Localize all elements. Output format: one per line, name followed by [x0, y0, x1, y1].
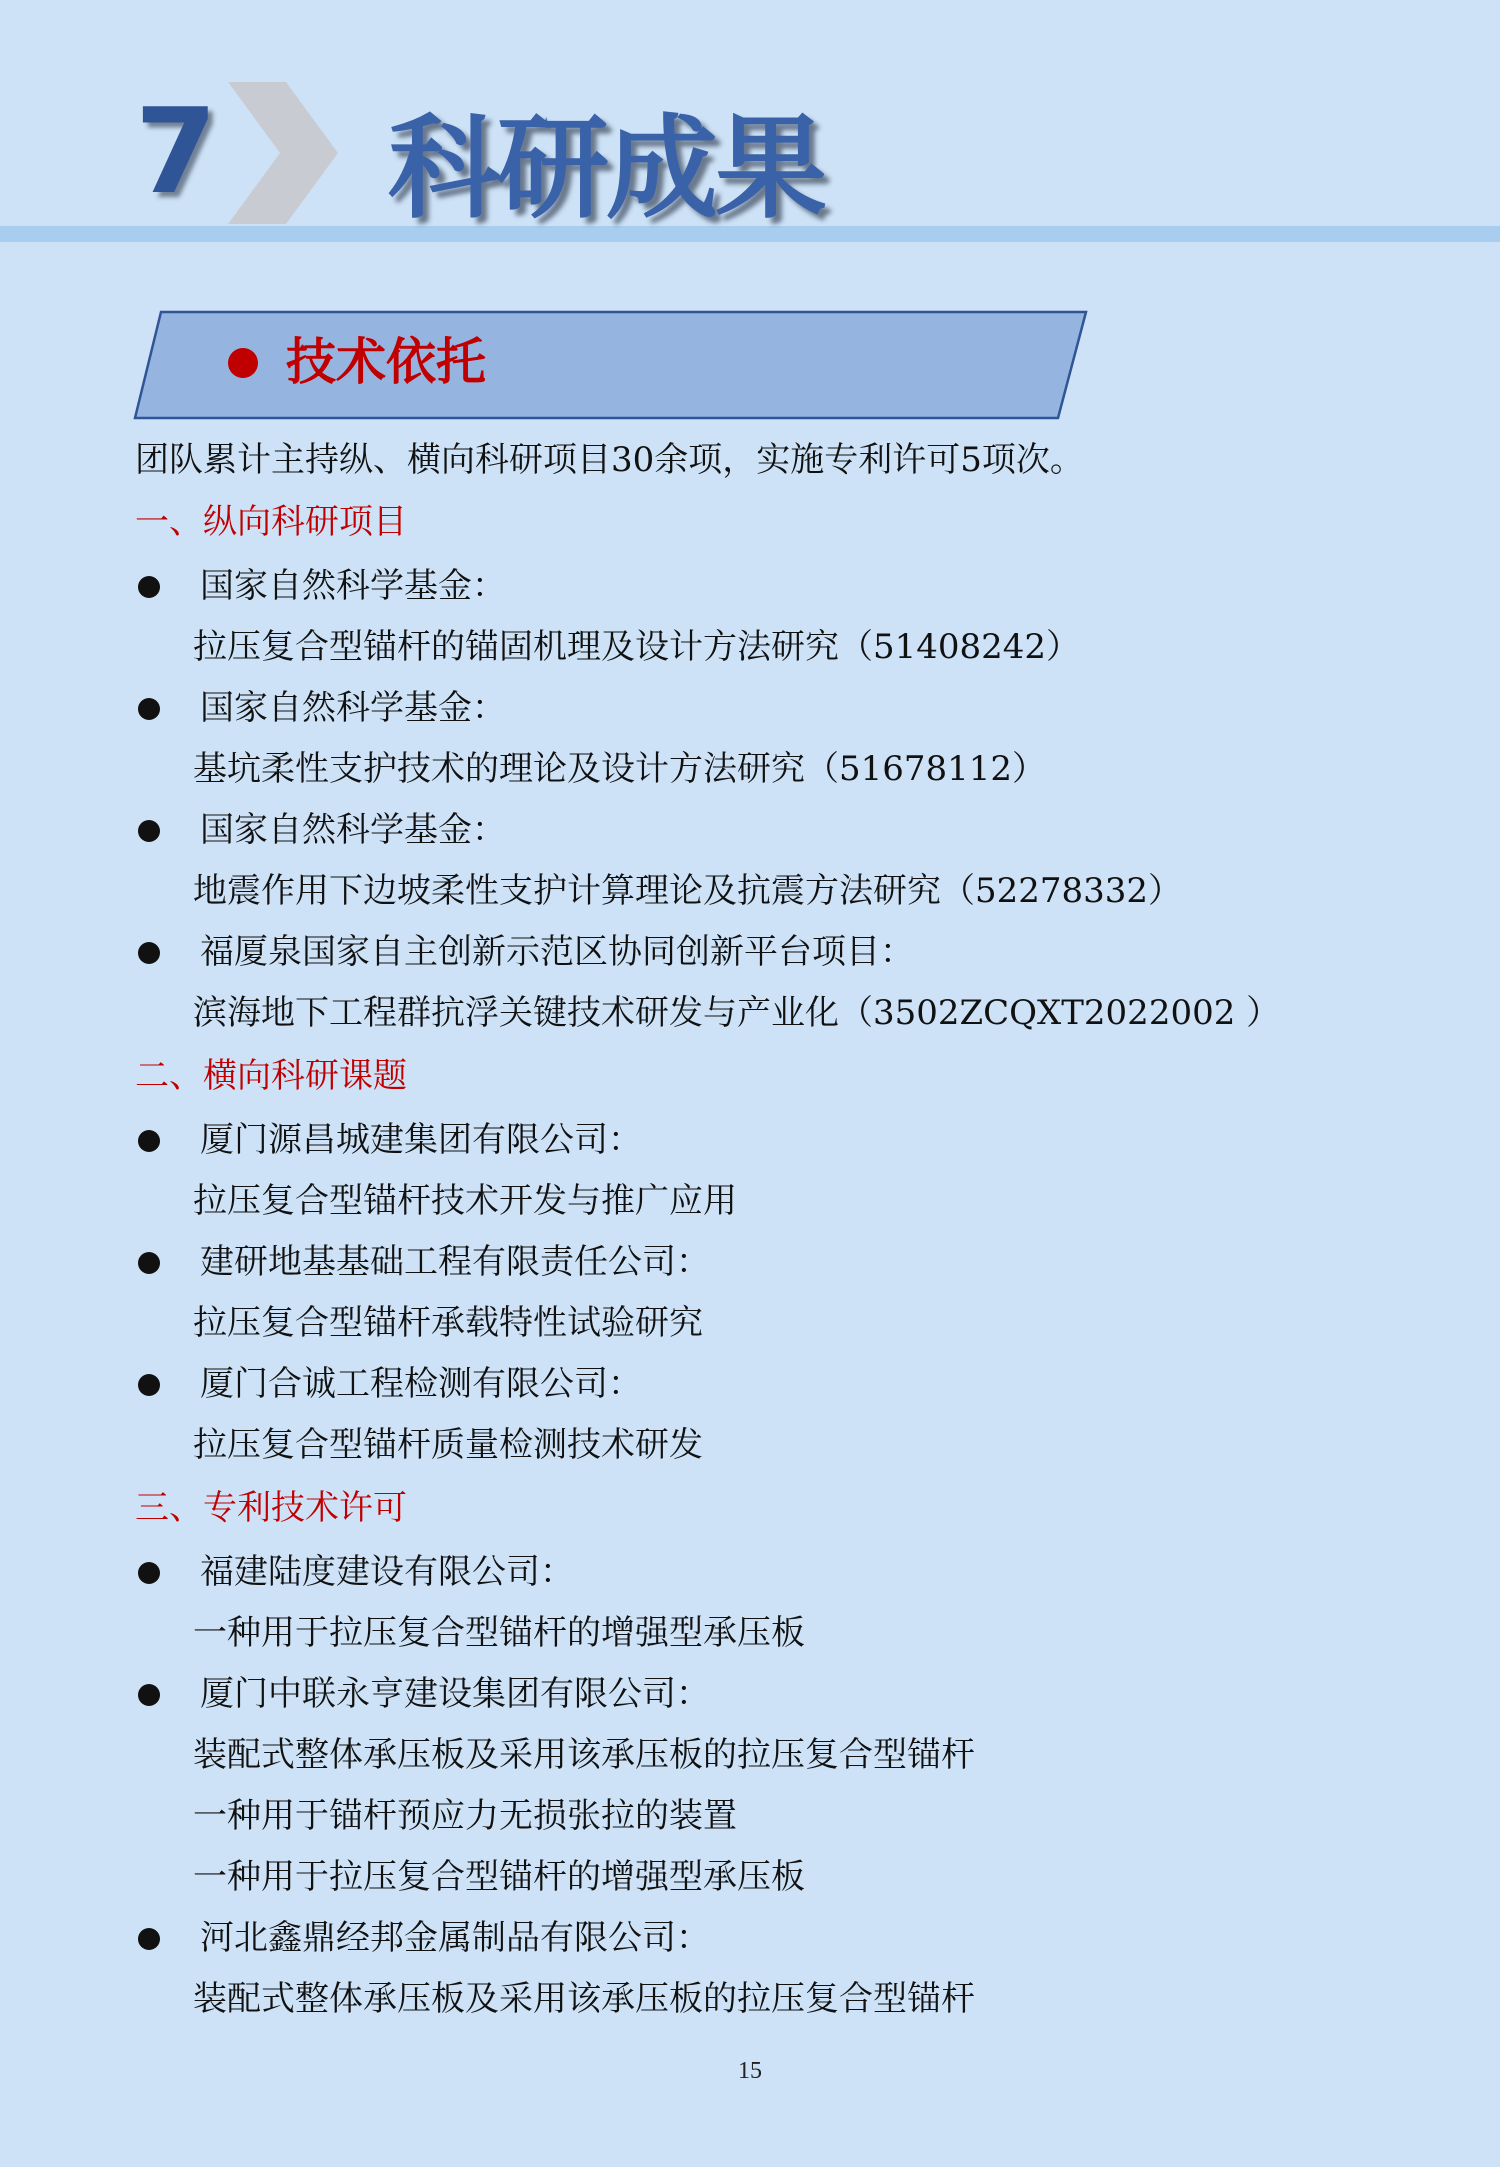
section-heading: 二、横向科研课题 — [135, 1056, 407, 1096]
item-project: 滨海地下工程群抗浮关键技术研发与产业化（3502ZCQXT2022002 ） — [193, 993, 1281, 1033]
bullet-icon — [138, 1374, 160, 1396]
item-organization: 厦门源昌城建集团有限公司： — [200, 1120, 642, 1160]
bullet-icon — [138, 1928, 160, 1950]
list-item — [135, 678, 1385, 800]
list-item — [135, 1664, 1385, 1908]
banner-title: 技术依托 — [286, 333, 486, 391]
list-item — [135, 1908, 1385, 2030]
banner-bullet-icon — [228, 348, 258, 378]
bullet-icon — [138, 820, 160, 842]
sections-list — [135, 494, 1385, 2030]
content — [135, 432, 1385, 2030]
list-item — [135, 922, 1385, 1044]
item-organization: 国家自然科学基金： — [200, 566, 506, 606]
bullet-icon — [138, 1252, 160, 1274]
item-project: 一种用于锚杆预应力无损张拉的装置 — [193, 1796, 737, 1836]
item-organization: 福厦泉国家自主创新示范区协同创新平台项目： — [200, 932, 914, 972]
intro-text: 团队累计主持纵、横向科研项目30余项，实施专利许可5项次。 — [135, 440, 1084, 480]
item-organization: 厦门中联永亨建设集团有限公司： — [200, 1674, 710, 1714]
section-heading: 三、专利技术许可 — [135, 1488, 407, 1528]
bullet-icon — [138, 576, 160, 598]
banner-shape — [133, 310, 1088, 420]
item-project: 拉压复合型锚杆质量检测技术研发 — [193, 1425, 703, 1465]
chevron-right-icon — [228, 82, 338, 224]
item-project: 一种用于拉压复合型锚杆的增强型承压板 — [193, 1857, 805, 1897]
item-project: 拉压复合型锚杆技术开发与推广应用 — [193, 1181, 737, 1221]
item-project: 装配式整体承压板及采用该承压板的拉压复合型锚杆 — [193, 1979, 975, 2019]
list-item — [135, 800, 1385, 922]
item-organization: 建研地基基础工程有限责任公司： — [200, 1242, 710, 1282]
item-organization: 厦门合诚工程检测有限公司： — [200, 1364, 642, 1404]
chapter-title: 科研成果 — [388, 104, 824, 234]
list-item — [135, 1110, 1385, 1232]
bullet-icon — [138, 1684, 160, 1706]
item-project: 基坑柔性支护技术的理论及设计方法研究（51678112） — [193, 749, 1047, 789]
chapter-number: 7 — [135, 82, 214, 220]
item-organization: 国家自然科学基金： — [200, 810, 506, 850]
item-project: 一种用于拉压复合型锚杆的增强型承压板 — [193, 1613, 805, 1653]
bullet-icon — [138, 1130, 160, 1152]
list-item — [135, 1232, 1385, 1354]
page-number: 15 — [738, 2058, 762, 2084]
item-project: 装配式整体承压板及采用该承压板的拉压复合型锚杆 — [193, 1735, 975, 1775]
section-banner — [133, 310, 1088, 420]
item-organization: 河北鑫鼎经邦金属制品有限公司： — [200, 1918, 710, 1958]
section-heading: 一、纵向科研项目 — [135, 502, 407, 542]
list-item — [135, 1542, 1385, 1664]
list-item — [135, 1354, 1385, 1476]
bullet-icon — [138, 942, 160, 964]
item-project: 拉压复合型锚杆承载特性试验研究 — [193, 1303, 703, 1343]
item-organization: 国家自然科学基金： — [200, 688, 506, 728]
bullet-icon — [138, 1562, 160, 1584]
list-item — [135, 556, 1385, 678]
item-organization: 福建陆度建设有限公司： — [200, 1552, 574, 1592]
item-project: 地震作用下边坡柔性支护计算理论及抗震方法研究（52278332） — [193, 871, 1183, 911]
item-project: 拉压复合型锚杆的锚固机理及设计方法研究（51408242） — [193, 627, 1081, 667]
bullet-icon — [138, 698, 160, 720]
